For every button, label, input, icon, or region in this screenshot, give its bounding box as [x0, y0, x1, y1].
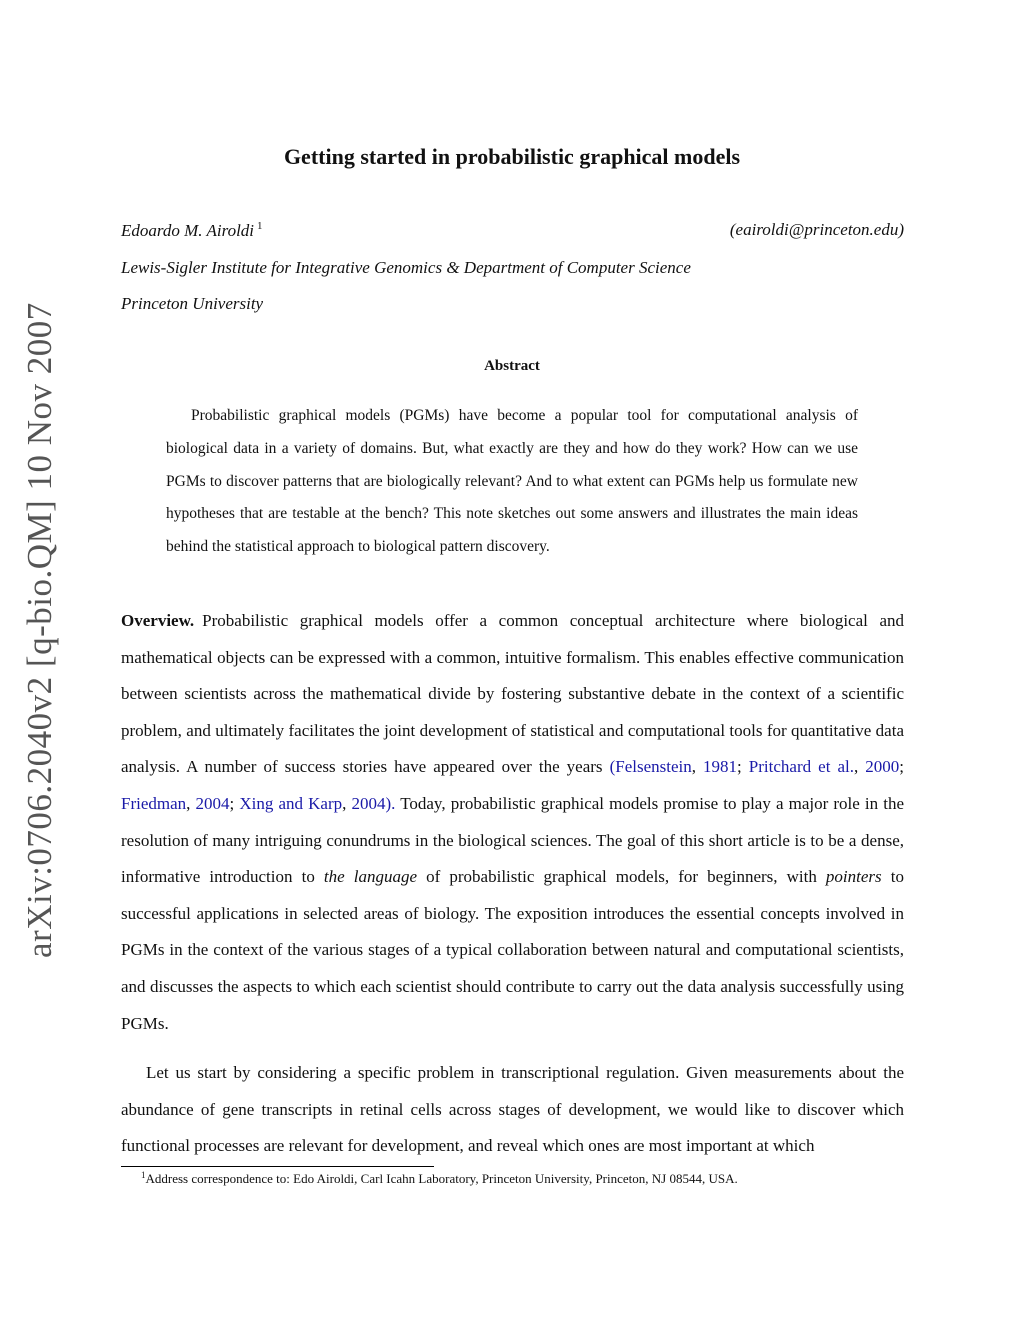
author-footnote-mark[interactable]: 1	[257, 220, 263, 232]
citation-separator: ;	[229, 793, 240, 813]
abstract-text: Probabilistic graphical models (PGMs) have become a popular tool for computational analysis of biological data in a variety of domains. But, what exactly are they and how do they work? How can we use PGMs to discover patterns that are biologically relevant? And to what extent can PGMs help us formulate new hypotheses that are testable at the bench? This note sketches out some answers and illustrates the main ideas behind the statistical approach to biological pattern discovery.	[166, 407, 858, 556]
citation-year-2004-friedman[interactable]: 2004	[195, 793, 230, 813]
overview-paragraph	[121, 603, 904, 1042]
overview-text: of probabilistic graphical models, for beginners, with	[417, 867, 826, 887]
footnote-mark: 1	[141, 1170, 146, 1180]
overview-text: Today, probabilistic graphical models promise to play a major role in the resolution of many intriguing conundrums in the biological sciences. The goal of this short article is to be a dense, informative introduction to	[121, 793, 904, 887]
citation-xing-karp[interactable]: Xing and Karp	[239, 793, 343, 813]
paper-title: Getting started in probabilistic graphical models	[283, 144, 741, 169]
overview-text: Probabilistic graphical models offer a common conceptual architecture where biological and mathematical objects can be expressed with a common, intuitive formalism. This enables effective communication between scientists across the mathematical divide by fostering substantive debate in the context of a scientific problem, and ultimately facilitates the joint development of statistical and computational tools for quantitative data analysis. A number of success stories have appeared over the years	[121, 611, 904, 777]
citation-year-2004-xing[interactable]: 2004	[351, 793, 386, 813]
citation-friedman[interactable]: Friedman	[121, 793, 187, 813]
citation-separator: ;	[737, 757, 749, 777]
overview-heading: Overview.	[121, 611, 195, 630]
citation-comma: ,	[186, 793, 196, 813]
arxiv-identifier-stamp: arXiv:0706.2040v2 [q-bio.QM] 10 Nov 2007	[20, 302, 59, 958]
emphasis-pointers: pointers	[825, 867, 882, 887]
citation-felsenstein[interactable]: Felsenstein	[615, 757, 692, 777]
author-block	[121, 220, 263, 241]
author-line	[121, 220, 904, 241]
author-email: (eairoldi@princeton.edu)	[729, 220, 904, 239]
citation-comma: ,	[342, 793, 352, 813]
footnote	[141, 1170, 738, 1187]
citation-pritchard[interactable]: Pritchard et al.	[748, 757, 854, 777]
abstract-heading: Abstract	[484, 358, 540, 374]
affiliation-line-1: Lewis-Sigler Institute for Integrative Genomics & Department of Computer Science	[121, 258, 691, 277]
citation-year-2000[interactable]: 2000	[865, 757, 900, 777]
emphasis-the-language: the language	[323, 867, 418, 887]
footnote-rule	[121, 1166, 434, 1167]
citation-comma: ,	[691, 757, 704, 777]
footnote-text: Address correspondence to: Edo Airoldi, Carl Icahn Laboratory, Princeton University, Princeton, NJ 08544, USA.	[145, 1171, 738, 1186]
body-paragraph-2: Let us start by considering a specific problem in transcriptional regulation. Given measurements about the abundance of gene transcripts in retinal cells across stages of development, we would like to discover which functional processes are relevant for development, and reveal which ones are most important at which	[121, 1063, 904, 1156]
author-name: Edoardo M. Airoldi	[121, 221, 255, 240]
overview-text: to successful applications in selected areas of biology. The exposition introduces the essential concepts involved in PGMs in the context of the various stages of a typical collaboration between natural and computational scientists, and discusses the aspects to which each scientist should contribute to carry out the data analysis successfully using PGMs.	[121, 867, 904, 1033]
affiliation-line-2: Princeton University	[121, 294, 264, 313]
citation-comma: ,	[853, 757, 866, 777]
citation-separator: ;	[899, 757, 905, 777]
citation-close-paren: ).	[385, 793, 396, 813]
citation-year-1981[interactable]: 1981	[703, 757, 738, 777]
citation-open-paren: (	[609, 757, 616, 777]
